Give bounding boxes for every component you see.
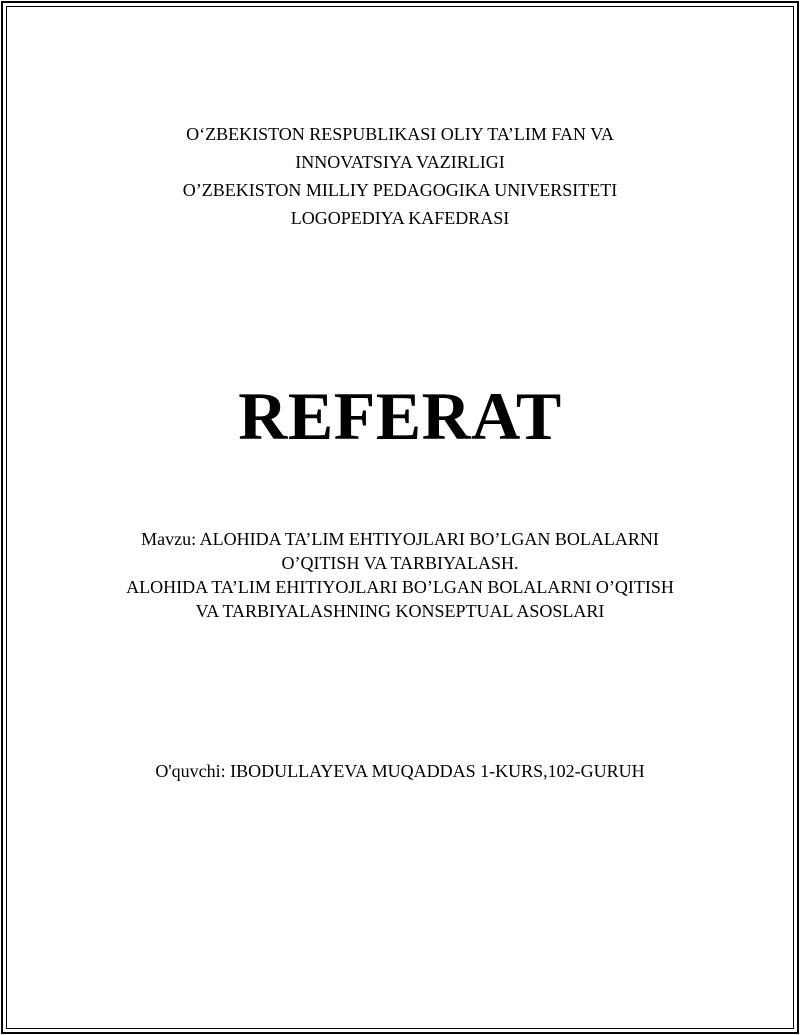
institution-header bbox=[0, 120, 800, 232]
topic-line: VA TARBIYALASHNING KONSEPTUAL ASOSLARI bbox=[195, 601, 605, 621]
topic-line: ALOHIDA TA’LIM EHITIYOJLARI BO’LGAN BOLALARNI O’QITISH bbox=[126, 577, 674, 597]
header-line-ministry-cont: INNOVATSIYA VAZIRLIGI bbox=[295, 152, 505, 172]
header-line-department: LOGOPEDIYA KAFEDRASI bbox=[290, 208, 510, 228]
header-line-ministry: O‘ZBEKISTON RESPUBLIKASI OLIY TA’LIM FAN VA bbox=[186, 124, 614, 144]
student-info: O'quvchi: IBODULLAYEVA MUQADDAS 1-KURS,102-GURUH bbox=[155, 761, 645, 781]
topic-line: Mavzu: ALOHIDA TA’LIM EHTIYOJLARI BO’LGAN BOLALARNI bbox=[141, 529, 659, 549]
topic-block bbox=[0, 527, 800, 623]
document-title: REFERAT bbox=[238, 378, 562, 454]
header-line-university: O’ZBEKISTON MILLIY PEDAGOGIKA UNIVERSITETI bbox=[182, 180, 618, 200]
topic-line: O’QITISH VA TARBIYALASH. bbox=[281, 553, 519, 573]
